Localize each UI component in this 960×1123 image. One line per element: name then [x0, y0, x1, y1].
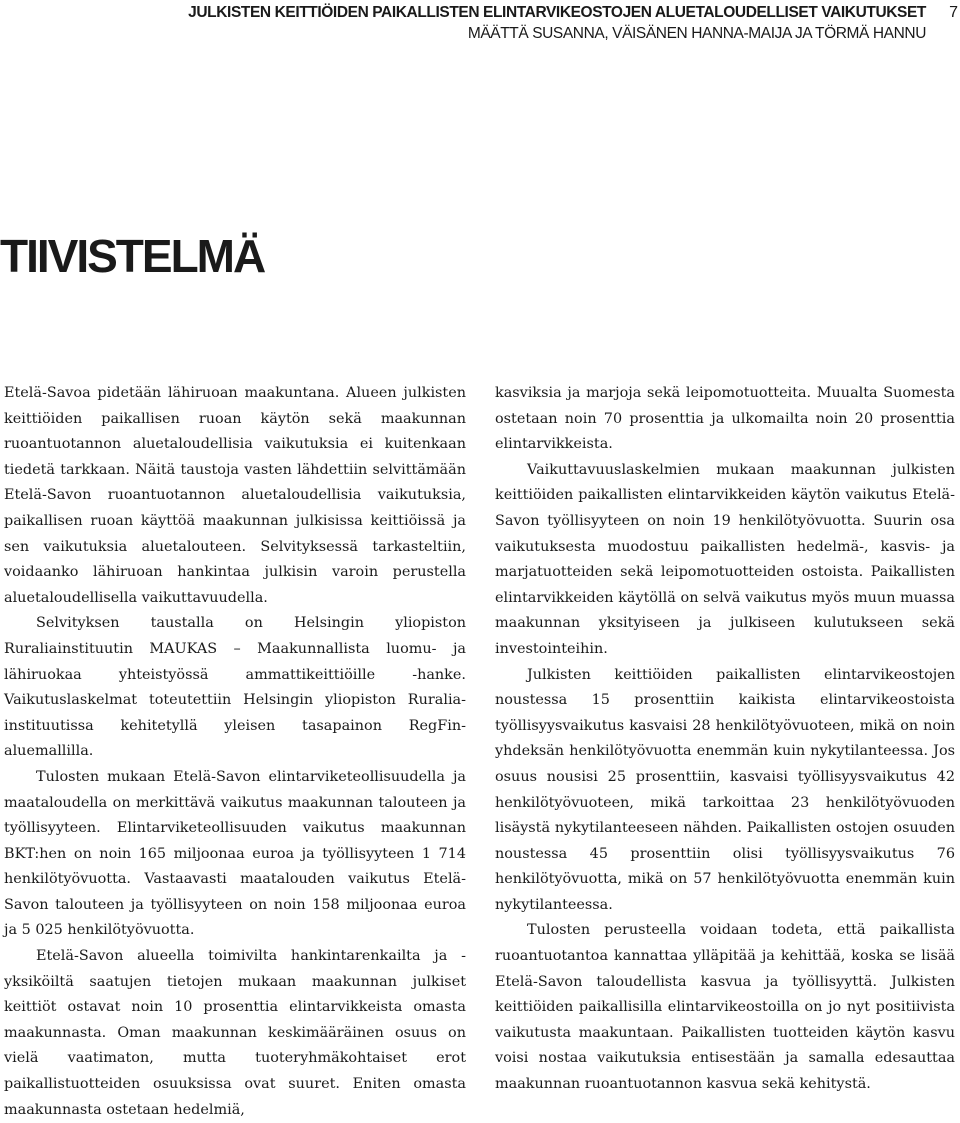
author-line: MÄÄTTÄ SUSANNA, VÄISÄNEN HANNA-MAIJA JA TÖRMÄ HANNU	[467, 25, 926, 42]
paragraph: Selvityksen taustalla on Helsingin yliopiston Ruraliainstituutin MAUKAS – Maakunnallista luomu- ja lähiruokaa yhteistyössä ammattikeittiöille -hanke. Vaikutuslaskelmat toteutettiin Helsingin yliopiston Ruralia-instituutissa kehitetyllä yleisen tasapainon RegFin-aluemallilla.	[4, 615, 466, 760]
paragraph: Tulosten perusteella voidaan todeta, että paikallista ruoantuotantoa kannattaa ylläpitää ja kehittää, koska se lisää Etelä-Savon taloudellista kasvua ja työllisyyttä. Julkisten keittiöiden paikallisilla elintarvikeostoilla on jo nyt positiivista vaikutusta maakuntaan. Paikallisten tuotteiden käytön kasvu voisi nostaa vaikutuksia entisestään ja samalla edesauttaa maakunnan ruoantuotannon kasvua sekä kehitystä.	[495, 922, 955, 1093]
left-column	[4, 381, 466, 1123]
running-title: JULKISTEN KEITTIÖIDEN PAIKALLISTEN ELINTARVIKEOSTOJEN ALUETALOUDELLISET VAIKUTUKSET	[188, 4, 926, 21]
page-number: 7	[949, 4, 958, 21]
right-column	[495, 381, 955, 1098]
paragraph: kasviksia ja marjoja sekä leipomotuotteita. Muualta Suomesta ostetaan noin 70 prosenttia ja ulkomailta noin 20 prosenttia elintarvikkeista.	[495, 385, 955, 453]
paragraph: Tulosten mukaan Etelä-Savon elintarviketeollisuudella ja maataloudella on merkittävä vaikutus maakunnan talouteen ja työllisyyteen. Elintarviketeollisuuden vaikutus maakunnan BKT:hen on noin 165 miljoonaa euroa ja työllisyyteen 1 714 henkilötyövuotta. Vastaavasti maatalouden vaikutus Etelä-Savon talouteen ja työllisyyteen on noin 158 miljoonaa euroa ja 5 025 henkilötyövuotta.	[4, 768, 466, 939]
page-title: TIIVISTELMÄ	[0, 230, 265, 282]
paragraph: Etelä-Savon alueella toimivilta hankintarenkailta ja -yksiköiltä saatujen tietojen mukaan maakunnan julkiset keittiöt ostavat noin 10 prosenttia elintarvikkeista omasta maakunnasta. Oman maakunnan keskimääräinen osuus on vielä vaatimaton, mutta tuoteryhmäkohtaiset erot paikallistuotteiden osuuksissa ovat suuret. Eniten omasta maakunnasta ostetaan hedelmiä,	[4, 948, 466, 1118]
paragraph: Julkisten keittiöiden paikallisten elintarvikeostojen noustessa 15 prosenttiin kaikista elintarvikeostoista työllisyysvaikutus kasvaisi 28 henkilötyövuoteen, mikä on noin yhdeksän henkilötyövuotta enemmän kuin nykytilanteessa. Jos osuus nousisi 25 prosenttiin, kasvaisi työllisyysvaikutus 42 henkilötyövuoteen, mikä tarkoittaa 23 henkilötyövuoden lisäystä nykytilanteeseen nähden. Paikallisten ostojen osuuden noustessa 45 prosenttiin olisi työllisyysvaikutus 76 henkilötyövuotta, mikä on 57 henkilötyövuotta enemmän kuin nykytilanteessa.	[495, 666, 955, 913]
paragraph: Etelä-Savoa pidetään lähiruoan maakuntana. Alueen julkisten keittiöiden paikallisen ruoan käytön sekä maakunnan ruoantuotannon aluetaloudellisia vaikutuksia ei kuitenkaan tiedetä tarkkaan. Näitä taustoja vasten lähdettiin selvittämään Etelä-Savon ruoantuotannon aluetaloudellisia vaikutuksia, paikallisen ruoan käyttöä maakunnan julkisissa keittiöissä ja sen vaikutuksia aluetalouteen. Selvityksessä tarkasteltiin, voidaanko lähiruoan hankintaa julkisin varoin perustella aluetaloudellisella vaikuttavuudella.	[4, 385, 466, 606]
paragraph: Vaikuttavuuslaskelmien mukaan maakunnan julkisten keittiöiden paikallisten elintarvikkeiden käytön vaikutus Etelä-Savon työllisyyteen on noin 19 henkilötyövuotta. Suurin osa vaikutuksesta muodostuu paikallisten hedelmä-, kasvis- ja marjatuotteiden sekä leipomotuotteiden ostoista. Paikallisten elintarvikkeiden käytöllä on selvä vaikutus myös muun muassa maakunnan yksityiseen ja julkiseen kulutukseen sekä investointeihin.	[495, 461, 955, 657]
